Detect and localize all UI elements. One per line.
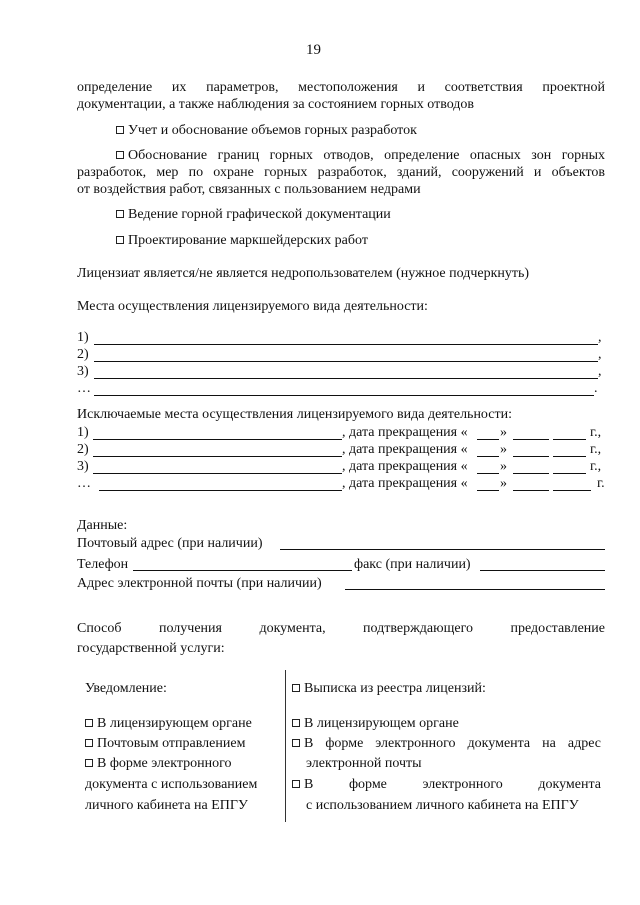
quote-close: »	[500, 459, 507, 474]
month-line[interactable]	[513, 439, 549, 440]
extract-option: В форме электронного документа	[292, 776, 601, 793]
checkbox[interactable]	[85, 739, 93, 747]
places-heading: Места осуществления лицензируемого вида деятельности:	[77, 299, 428, 314]
paragraph-line: от воздействия работ, связанных с пользованием недрами	[77, 182, 421, 197]
notification-option: Почтовым отправлением	[85, 735, 245, 752]
method-line: государственной услуги:	[77, 641, 225, 656]
place-input-line[interactable]	[94, 361, 598, 362]
place-input-line[interactable]	[94, 344, 598, 345]
place-end: ,	[598, 347, 602, 362]
quote-close: »	[500, 476, 507, 491]
checkbox[interactable]	[116, 236, 124, 244]
place-number: 1)	[77, 330, 89, 345]
place-end: .	[594, 381, 598, 396]
date-label: , дата прекращения «	[342, 476, 468, 491]
extract-heading: Выписка из реестра лицензий:	[292, 680, 486, 697]
day-line[interactable]	[477, 456, 499, 457]
checkbox[interactable]	[85, 759, 93, 767]
option-continuation: документа с использованием	[85, 777, 258, 792]
year-label: г.,	[590, 425, 602, 440]
option-continuation: личного кабинета на ЕПГУ	[85, 798, 248, 813]
month-line[interactable]	[513, 456, 549, 457]
excluded-number: 1)	[77, 425, 89, 440]
email-label: Адрес электронной почты (при наличии)	[77, 576, 322, 591]
place-number: 2)	[77, 347, 89, 362]
licensee-statement: Лицензиат является/не является недропользователем (нужное подчеркнуть)	[77, 266, 530, 281]
checkbox[interactable]	[116, 126, 124, 134]
checkbox[interactable]	[292, 719, 300, 727]
option-item: Обоснование границ горных отводов, определение опасных зон горных	[116, 147, 605, 164]
excluded-row	[0, 424, 640, 442]
place-number: 3)	[77, 364, 89, 379]
year-line[interactable]	[553, 456, 586, 457]
year-line[interactable]	[553, 439, 586, 440]
place-end: ,	[598, 330, 602, 345]
postal-input-line[interactable]	[280, 549, 605, 550]
data-heading: Данные:	[77, 518, 128, 533]
date-label: , дата прекращения «	[342, 425, 468, 440]
day-line[interactable]	[477, 490, 499, 491]
year-label: г.	[597, 476, 605, 491]
excluded-number: 3)	[77, 459, 89, 474]
checkbox[interactable]	[85, 719, 93, 727]
date-label: , дата прекращения «	[342, 459, 468, 474]
email-input-line[interactable]	[345, 589, 605, 590]
extract-option: В форме электронного документа на адрес	[292, 735, 601, 752]
month-line[interactable]	[513, 473, 549, 474]
notification-option: В лицензирующем органе	[85, 715, 252, 732]
excluded-place-line[interactable]	[93, 473, 342, 474]
date-label: , дата прекращения «	[342, 442, 468, 457]
postal-label: Почтовый адрес (при наличии)	[77, 536, 263, 551]
excluded-row	[0, 475, 640, 493]
day-line[interactable]	[477, 439, 499, 440]
option-item: Ведение горной графической документации	[116, 206, 391, 223]
notification-option: В форме электронного	[85, 755, 232, 772]
month-line[interactable]	[513, 490, 549, 491]
checkbox[interactable]	[292, 780, 300, 788]
quote-close: »	[500, 442, 507, 457]
paragraph-line: определение их параметров, местоположения и соответствия проектной	[77, 80, 605, 95]
place-number: …	[77, 381, 91, 396]
option-continuation: с использованием личного кабинета на ЕПГУ	[306, 798, 579, 813]
checkbox[interactable]	[116, 210, 124, 218]
excluded-row	[0, 441, 640, 459]
phone-input-line[interactable]	[133, 570, 352, 571]
place-input-line[interactable]	[94, 378, 598, 379]
checkbox[interactable]	[116, 151, 124, 159]
paragraph-line: разработок, мер по охране горных разработок, зданий, сооружений и объектов	[77, 165, 605, 180]
option-item: Учет и обоснование объемов горных разработок	[116, 122, 417, 139]
quote-close: »	[500, 425, 507, 440]
day-line[interactable]	[477, 473, 499, 474]
excluded-place-line[interactable]	[93, 439, 342, 440]
excluded-row	[0, 458, 640, 476]
excluded-place-line[interactable]	[99, 490, 342, 491]
excluded-number: 2)	[77, 442, 89, 457]
excluded-number: …	[77, 476, 91, 491]
phone-label: Телефон	[77, 557, 129, 572]
option-continuation: электронной почты	[306, 756, 422, 771]
method-line: Способ получения документа, подтверждающего предоставление	[77, 621, 605, 636]
excluded-heading: Исключаемые места осуществления лицензируемого вида деятельности:	[77, 407, 512, 422]
year-label: г.,	[590, 442, 602, 457]
page-number: 19	[306, 42, 321, 58]
extract-option: В лицензирующем органе	[292, 715, 459, 732]
year-label: г.,	[590, 459, 602, 474]
option-item: Проектирование маркшейдерских работ	[116, 232, 368, 249]
fax-label: факс (при наличии)	[354, 557, 471, 572]
notification-heading: Уведомление:	[85, 681, 167, 696]
excluded-place-line[interactable]	[93, 456, 342, 457]
checkbox[interactable]	[292, 684, 300, 692]
column-divider	[285, 670, 286, 822]
fax-input-line[interactable]	[480, 570, 605, 571]
checkbox[interactable]	[292, 739, 300, 747]
place-input-line[interactable]	[94, 395, 594, 396]
year-line[interactable]	[553, 473, 586, 474]
paragraph-line: документации, а также наблюдения за состоянием горных отводов	[77, 97, 475, 112]
year-line[interactable]	[553, 490, 591, 491]
place-end: ,	[598, 364, 602, 379]
